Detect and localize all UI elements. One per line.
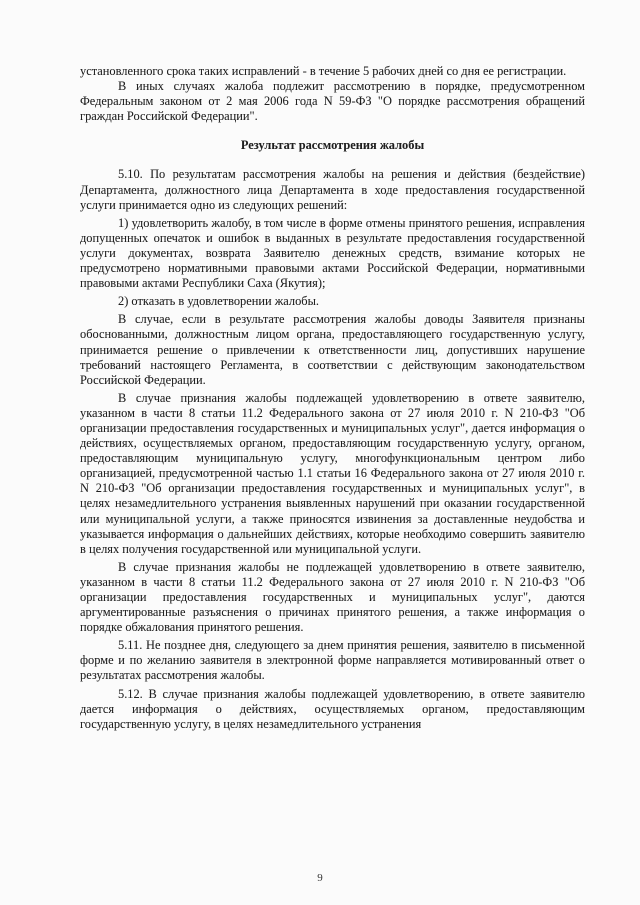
paragraph-complaint-satisfied: В случае признания жалобы подлежащей удовлетворению в ответе заявителю, указанном в части 8 статьи 11.2 Федерального закона от 27 июля 2010 г. N 210-ФЗ "Об организации предоставления государственных и муниципальных услуг", дается информация о действиях, осуществляемых органом, предоставляющим государственную услугу, органом, предоставляющим муниципальную услугу, многофункциональным центром либо организацией, предусмотренной частью 1.1 статьи 16 Федерального закона от 27 июля 2010 г. N 210-ФЗ "Об организации предоставления государственных и муниципальных услуг", в целях незамедлительного устранения выявленных нарушений при оказании государственной или муниципальной услуги, а также приносятся извинения за доставленные неудобства и указывается информация о дальнейших действиях, которые необходимо совершить заявителю в целях получения государственной или муниципальной услуги.: [80, 390, 585, 556]
paragraph-5-12: 5.12. В случае признания жалобы подлежащей удовлетворению, в ответе заявителю дается информация о действиях, осуществляемых органом, предоставляющим государственную услугу, в целях незамедлительного устранения: [80, 686, 585, 731]
paragraph-item-2: 2) отказать в удовлетворении жалобы.: [118, 294, 320, 309]
paragraph-complaint-rejected: В случае признания жалобы не подлежащей удовлетворению в ответе заявителю, указанном в части 8 статьи 11.2 Федерального закона от 27 июля 2010 г. N 210-ФЗ "Об организации предоставления государственных и муниципальных услуг", даются аргументированные разъяснения о причинах принятого решения, а также информация о порядке обжалования принятого решения.: [80, 559, 585, 635]
paragraph-5-10: 5.10. По результатам рассмотрения жалобы на решения и действия (бездействие) Департамента, должностного лица Департамента в ходе предоставления государственной услуги принимается одно из следующих решений:: [80, 167, 585, 212]
paragraph-continuation: установленного срока таких исправлений - в течение 5 рабочих дней со дня ее регистрации.: [80, 64, 567, 78]
page-number: 9: [317, 872, 323, 884]
document-body: [80, 64, 585, 732]
paragraph-responsibility: В случае, если в результате рассмотрения жалобы доводы Заявителя признаны обоснованными, должностным лицом органа, предоставляющего государственную услугу, принимается решение о привлечении к ответственности лиц, допустивших нарушение требований настоящего Регламента, в соответствии с действующим законодательством Российской Федерации.: [80, 312, 585, 387]
paragraph-5-11: 5.11. Не позднее дня, следующего за днем принятия решения, заявителю в письменной форме и по желанию заявителя в электронной форме направляется мотивированный ответ о результатах рассмотрения жалобы.: [80, 638, 585, 683]
paragraph-item-1: 1) удовлетворить жалобу, в том числе в форме отмены принятого решения, исправления допущенных опечаток и ошибок в выданных в результате предоставления государственной услуги документах, возврата Заявителю денежных средств, взимание которых не предусмотрено нормативными правовыми актами Российской Федерации, нормативными правовыми актами Республики Саха (Якутия);: [80, 215, 585, 291]
section-heading: Результат рассмотрения жалобы: [240, 138, 425, 153]
paragraph-other-cases: В иных случаях жалоба подлежит рассмотрению в порядке, предусмотренном Федеральным законом от 2 мая 2006 года N 59-ФЗ "О порядке рассмотрения обращений граждан Российской Федерации".: [80, 79, 585, 124]
